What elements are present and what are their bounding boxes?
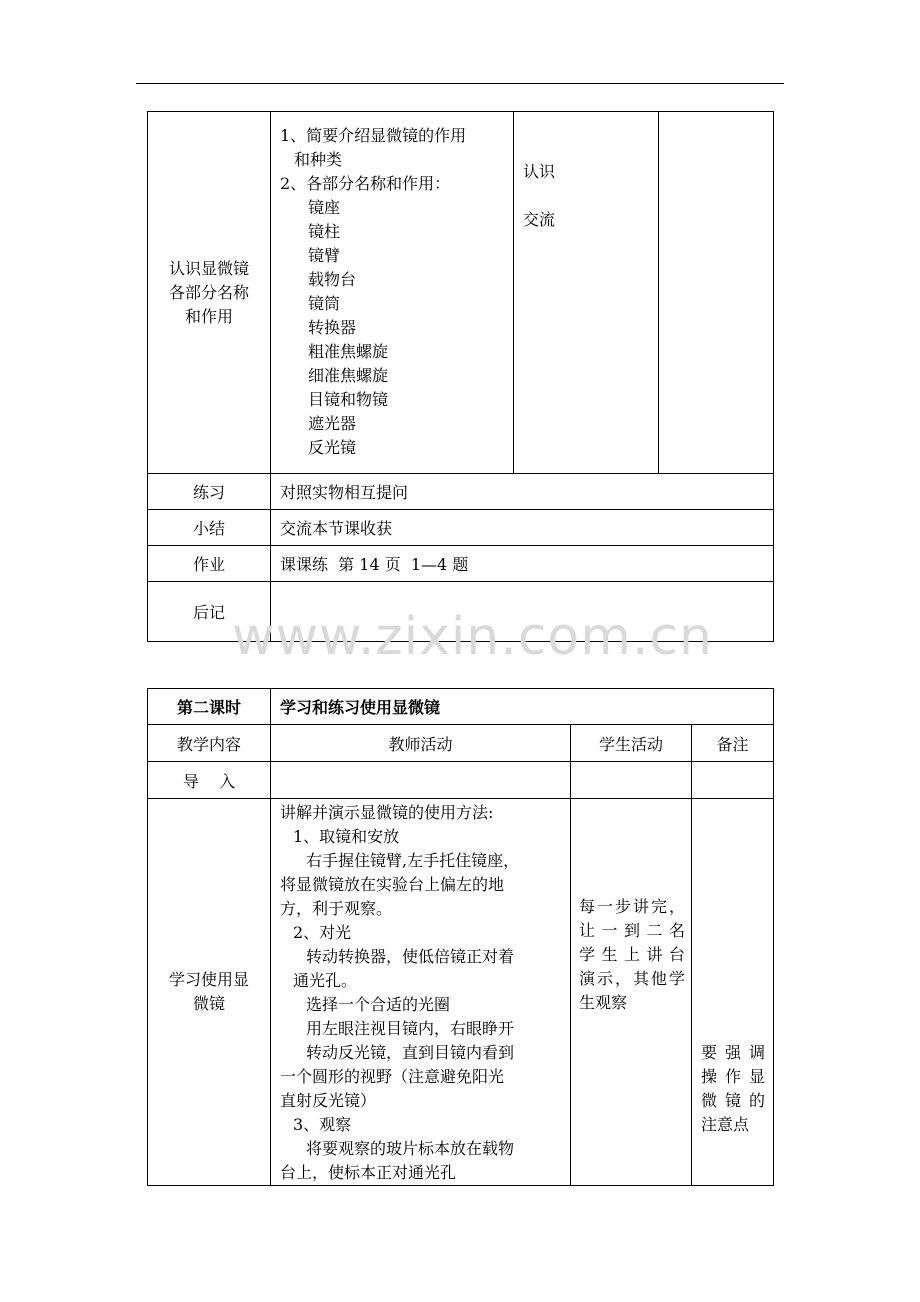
teacher-line: 镜座: [308, 198, 341, 217]
content-line: 各部分名称: [168, 282, 249, 302]
teacher-line: 2、对光: [293, 923, 352, 942]
row-label: 小结: [148, 510, 271, 546]
table-row: [148, 474, 774, 510]
table-row: [148, 582, 774, 642]
teacher-line: 粗准焦螺旋: [308, 342, 389, 361]
teacher-lines: [280, 124, 513, 460]
student-line: 生观察: [579, 993, 628, 1012]
teacher-line: 目镜和物镜: [308, 390, 389, 409]
content-cell: [148, 112, 271, 474]
student-line: 每一步讲完，: [579, 897, 685, 916]
student-line: 让一到二名: [579, 921, 685, 940]
student-line: 学生上讲台: [579, 945, 685, 964]
teacher-line: 载物台: [308, 270, 357, 289]
intro-teacher-cell: [271, 762, 571, 799]
table-row: [148, 546, 774, 582]
note-cell: [692, 799, 774, 1186]
lesson-table-2: [147, 688, 774, 1186]
teacher-line: 细准焦螺旋: [308, 366, 389, 385]
teacher-line: 台上，使标本正对通光孔: [280, 1163, 457, 1182]
content-line: 认识显微镜: [168, 258, 249, 278]
teacher-line: 2、各部分名称和作用：: [280, 174, 451, 193]
teacher-line: 3、观察: [293, 1115, 352, 1134]
table-row: [148, 510, 774, 546]
column-header: 学生活动: [571, 725, 692, 762]
teacher-lines: [280, 801, 570, 1185]
teacher-activity-cell: [271, 112, 514, 474]
teacher-line: 镜筒: [308, 294, 341, 313]
teacher-line: 方，利于观察。: [280, 899, 393, 918]
table-row: [148, 112, 774, 474]
content-cell: [148, 799, 271, 1186]
lesson-label: 第二课时: [148, 689, 271, 725]
watermark: www.zixin.com.cn: [232, 607, 713, 667]
teacher-line: 镜柱: [308, 222, 341, 241]
student-line: 认识: [523, 162, 556, 181]
teacher-line: 遮光器: [308, 414, 357, 433]
row-value: [271, 582, 774, 642]
table-row: [148, 689, 774, 725]
column-header: 教师活动: [271, 725, 571, 762]
teacher-line: 镜臂: [308, 246, 341, 265]
row-label: 后记: [148, 582, 271, 642]
student-line: [523, 184, 658, 208]
table-row: [148, 762, 774, 799]
note-cell: [659, 112, 774, 474]
table-row: [148, 799, 774, 1186]
student-activity-cell: [571, 799, 692, 1186]
teacher-line: 一个圆形的视野（注意避免阳光: [280, 1067, 505, 1086]
teacher-line: 选择一个合适的光圈: [306, 995, 451, 1014]
teacher-activity-cell: [271, 799, 571, 1186]
teacher-line: 和种类: [294, 150, 343, 169]
row-label: 练习: [148, 474, 271, 510]
content-line: 和作用: [184, 306, 233, 326]
student-line: 演示，其他学: [579, 969, 685, 988]
column-header: 教学内容: [148, 725, 271, 762]
student-activity-cell: [514, 112, 659, 474]
intro-label: 导 入: [148, 762, 271, 799]
note-line: 操作显: [701, 1067, 765, 1086]
table-header-row: [148, 725, 774, 762]
teacher-line: 1、取镜和安放: [293, 827, 400, 846]
intro-student-cell: [571, 762, 692, 799]
note-line: 微镜的: [701, 1091, 765, 1110]
teacher-line: 用左眼注视目镜内，右眼睁开: [306, 1019, 515, 1038]
lesson-table-1: [147, 111, 774, 642]
teacher-line: 将显微镜放在实验台上偏左的地: [280, 875, 505, 894]
content-line: 学习使用显: [168, 970, 249, 989]
intro-note-cell: [692, 762, 774, 799]
row-value: 交流本节课收获: [271, 510, 774, 546]
student-line: 交流: [523, 210, 556, 229]
teacher-line: 通光孔。: [293, 971, 358, 990]
teacher-line: 右手握住镜臂,左手托住镜座，: [306, 851, 520, 870]
row-label: 作业: [148, 546, 271, 582]
teacher-line: 反光镜: [308, 438, 357, 457]
teacher-line: 讲解并演示显微镜的使用方法:: [280, 803, 494, 822]
row-value: 课课练 第 14 页 1—4 题: [271, 546, 774, 582]
lesson-title: 学习和练习使用显微镜: [271, 689, 774, 725]
row-value: 对照实物相互提问: [271, 474, 774, 510]
teacher-line: 直射反光镜）: [280, 1091, 377, 1110]
content-line: 微镜: [192, 994, 225, 1013]
note-line: 要强调: [701, 1043, 765, 1062]
teacher-line: 转动转换器，使低倍镜正对着: [306, 947, 515, 966]
teacher-line: 转换器: [308, 318, 357, 337]
header-rule: [136, 83, 784, 84]
note-line: 注意点: [701, 1115, 750, 1134]
teacher-line: 将要观察的玻片标本放在载物: [306, 1139, 515, 1158]
column-header: 备注: [692, 725, 774, 762]
teacher-line: 1、简要介绍显微镜的作用: [280, 126, 467, 145]
teacher-line: 转动反光镜，直到目镜内看到: [306, 1043, 515, 1062]
